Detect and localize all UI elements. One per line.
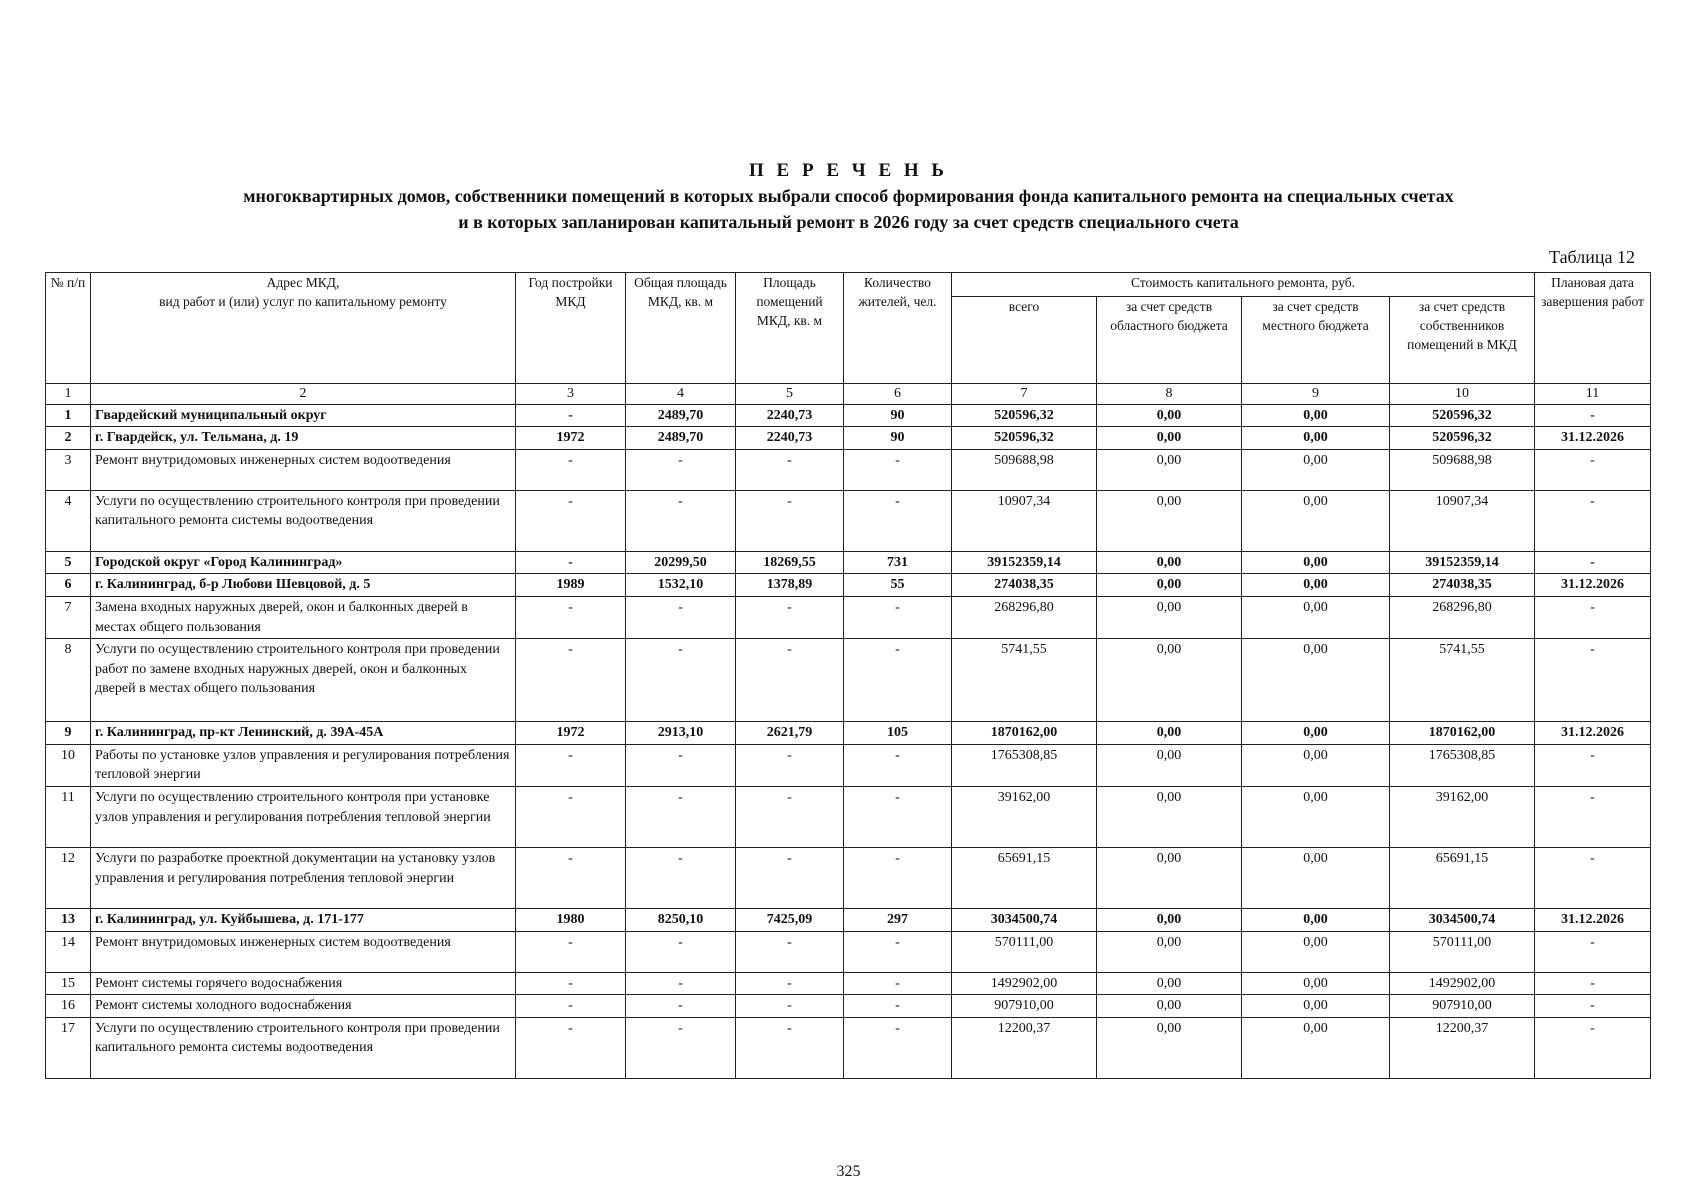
- cell-planned-date: -: [1535, 1017, 1651, 1078]
- cell-address: Ремонт системы холодного водоснабжения: [91, 995, 516, 1018]
- cell-cost-local: 0,00: [1242, 744, 1390, 786]
- cell-address: Услуги по осуществлению строительного контроля при установке узлов управления и регулирования потребления тепловой энергии: [91, 786, 516, 847]
- cell-address: Гвардейский муниципальный округ: [91, 404, 516, 427]
- header-premises-area: Площадь помещений МКД, кв. м: [736, 273, 844, 384]
- cell-year: 1972: [516, 722, 626, 745]
- table-row: [46, 574, 1651, 597]
- cell-planned-date: -: [1535, 744, 1651, 786]
- cell-cost-regional: 0,00: [1097, 639, 1242, 722]
- cell-cost-local: 0,00: [1242, 427, 1390, 450]
- table-row: [46, 1017, 1651, 1078]
- page-number: 325: [836, 1163, 861, 1180]
- cell-cost-regional: 0,00: [1097, 490, 1242, 551]
- cell-year: -: [516, 931, 626, 972]
- table-row: [46, 931, 1651, 972]
- table-row: [46, 847, 1651, 908]
- cell-residents: -: [844, 596, 952, 638]
- cell-premises-area: 2621,79: [736, 722, 844, 745]
- cell-cost-local: 0,00: [1242, 908, 1390, 931]
- table-row: [46, 639, 1651, 722]
- cell-total-area: 8250,10: [626, 908, 736, 931]
- header-num: № п/п: [46, 273, 91, 384]
- cell-total-area: -: [626, 972, 736, 995]
- cell-cost-owners: 274038,35: [1390, 574, 1535, 597]
- header-planned-date: Плановая дата завершения работ: [1535, 273, 1651, 384]
- cell-year: -: [516, 1017, 626, 1078]
- cell-planned-date: -: [1535, 995, 1651, 1018]
- cell-premises-area: 1378,89: [736, 574, 844, 597]
- cell-cost-total: 520596,32: [952, 404, 1097, 427]
- cell-cost-owners: 39162,00: [1390, 786, 1535, 847]
- cell-num: 2: [46, 427, 91, 450]
- cell-cost-owners: 5741,55: [1390, 639, 1535, 722]
- cell-cost-owners: 3034500,74: [1390, 908, 1535, 931]
- cell-cost-local: 0,00: [1242, 1017, 1390, 1078]
- cell-num: 11: [46, 786, 91, 847]
- cell-cost-regional: 0,00: [1097, 427, 1242, 450]
- cell-total-area: -: [626, 744, 736, 786]
- cell-cost-owners: 907910,00: [1390, 995, 1535, 1018]
- table-row: [46, 596, 1651, 638]
- header-total-area: Общая площадь МКД, кв. м: [626, 273, 736, 384]
- cell-total-area: 2913,10: [626, 722, 736, 745]
- cell-address: г. Калининград, пр-кт Ленинский, д. 39А-45А: [91, 722, 516, 745]
- cell-residents: 731: [844, 551, 952, 574]
- table-row: [46, 449, 1651, 490]
- table-row: [46, 972, 1651, 995]
- cell-year: -: [516, 596, 626, 638]
- cell-total-area: -: [626, 449, 736, 490]
- cell-year: -: [516, 404, 626, 427]
- cell-cost-regional: 0,00: [1097, 995, 1242, 1018]
- cell-cost-total: 65691,15: [952, 847, 1097, 908]
- column-number-row: [46, 384, 1651, 405]
- document-subtitle-line1: многоквартирных домов, собственники помещений в которых выбрали способ формирования фонда капитального ремонта на специальных счетах: [243, 186, 1454, 206]
- cell-cost-local: 0,00: [1242, 786, 1390, 847]
- cell-cost-local: 0,00: [1242, 574, 1390, 597]
- cell-premises-area: -: [736, 596, 844, 638]
- cell-cost-local: 0,00: [1242, 551, 1390, 574]
- header-residents: Количество жителей, чел.: [844, 273, 952, 384]
- cell-num: 6: [46, 574, 91, 597]
- cell-cost-owners: 65691,15: [1390, 847, 1535, 908]
- table-body: [46, 404, 1651, 1078]
- cell-address: Работы по установке узлов управления и регулирования потребления тепловой энергии: [91, 744, 516, 786]
- column-number: 10: [1390, 384, 1535, 405]
- cell-num: 5: [46, 551, 91, 574]
- cell-cost-regional: 0,00: [1097, 404, 1242, 427]
- cell-cost-regional: 0,00: [1097, 596, 1242, 638]
- cell-total-area: -: [626, 490, 736, 551]
- cell-num: 16: [46, 995, 91, 1018]
- cell-year: -: [516, 847, 626, 908]
- cell-cost-total: 5741,55: [952, 639, 1097, 722]
- header-year: Год постройки МКД: [516, 273, 626, 384]
- table-row: [46, 404, 1651, 427]
- cell-premises-area: -: [736, 995, 844, 1018]
- document-subtitle-line2: и в которых запланирован капитальный ремонт в 2026 году за счет средств специального счета: [458, 212, 1239, 232]
- cell-cost-total: 1492902,00: [952, 972, 1097, 995]
- table-row: [46, 908, 1651, 931]
- cell-residents: -: [844, 490, 952, 551]
- cell-residents: -: [844, 744, 952, 786]
- cell-planned-date: -: [1535, 639, 1651, 722]
- column-number: 8: [1097, 384, 1242, 405]
- cell-year: 1980: [516, 908, 626, 931]
- cell-residents: -: [844, 639, 952, 722]
- cell-num: 9: [46, 722, 91, 745]
- cell-cost-local: 0,00: [1242, 972, 1390, 995]
- cell-num: 1: [46, 404, 91, 427]
- cell-cost-total: 10907,34: [952, 490, 1097, 551]
- cell-premises-area: 2240,73: [736, 427, 844, 450]
- cell-cost-local: 0,00: [1242, 722, 1390, 745]
- column-number: 3: [516, 384, 626, 405]
- cell-year: -: [516, 490, 626, 551]
- cell-num: 12: [46, 847, 91, 908]
- table-row: [46, 786, 1651, 847]
- cell-num: 7: [46, 596, 91, 638]
- cell-cost-total: 520596,32: [952, 427, 1097, 450]
- header-cost-owners: за счет средств собственников помещений в МКД: [1390, 297, 1535, 384]
- column-number: 11: [1535, 384, 1651, 405]
- table-row: [46, 490, 1651, 551]
- cell-premises-area: -: [736, 449, 844, 490]
- column-number: 6: [844, 384, 952, 405]
- cell-residents: 105: [844, 722, 952, 745]
- column-number: 7: [952, 384, 1097, 405]
- cell-cost-local: 0,00: [1242, 596, 1390, 638]
- cell-num: 4: [46, 490, 91, 551]
- cell-planned-date: -: [1535, 786, 1651, 847]
- cell-cost-owners: 12200,37: [1390, 1017, 1535, 1078]
- cell-address: Услуги по осуществлению строительного контроля при проведении капитального ремонта системы водоотведения: [91, 490, 516, 551]
- cell-premises-area: -: [736, 972, 844, 995]
- cell-residents: 90: [844, 404, 952, 427]
- column-number: 9: [1242, 384, 1390, 405]
- cell-cost-regional: 0,00: [1097, 574, 1242, 597]
- cell-cost-regional: 0,00: [1097, 449, 1242, 490]
- cell-address: Ремонт внутридомовых инженерных систем водоотведения: [91, 931, 516, 972]
- cell-residents: -: [844, 972, 952, 995]
- cell-year: -: [516, 995, 626, 1018]
- cell-cost-owners: 520596,32: [1390, 427, 1535, 450]
- header-cost-group: Стоимость капитального ремонта, руб.: [952, 273, 1535, 297]
- header-cost-regional: за счет средств областного бюджета: [1097, 297, 1242, 384]
- cell-residents: -: [844, 931, 952, 972]
- header-cost-total: всего: [952, 297, 1097, 384]
- cell-residents: -: [844, 1017, 952, 1078]
- cell-address: Замена входных наружных дверей, окон и балконных дверей в местах общего пользования: [91, 596, 516, 638]
- cell-planned-date: -: [1535, 596, 1651, 638]
- cell-cost-owners: 570111,00: [1390, 931, 1535, 972]
- cell-cost-owners: 509688,98: [1390, 449, 1535, 490]
- cell-cost-total: 570111,00: [952, 931, 1097, 972]
- cell-address: г. Гвардейск, ул. Тельмана, д. 19: [91, 427, 516, 450]
- cell-address: Услуги по разработке проектной документации на установку узлов управления и регулирования потребления тепловой энергии: [91, 847, 516, 908]
- cell-address: г. Калининград, б-р Любови Шевцовой, д. 5: [91, 574, 516, 597]
- cell-planned-date: -: [1535, 490, 1651, 551]
- cell-planned-date: 31.12.2026: [1535, 574, 1651, 597]
- cell-residents: -: [844, 449, 952, 490]
- cell-premises-area: -: [736, 931, 844, 972]
- cell-num: 10: [46, 744, 91, 786]
- column-number: 5: [736, 384, 844, 405]
- column-number: 1: [46, 384, 91, 405]
- cell-cost-total: 907910,00: [952, 995, 1097, 1018]
- cell-cost-total: 268296,80: [952, 596, 1097, 638]
- cell-cost-regional: 0,00: [1097, 722, 1242, 745]
- cell-cost-local: 0,00: [1242, 639, 1390, 722]
- cell-year: 1989: [516, 574, 626, 597]
- cell-cost-owners: 1870162,00: [1390, 722, 1535, 745]
- cell-residents: 90: [844, 427, 952, 450]
- cell-residents: 297: [844, 908, 952, 931]
- cell-total-area: -: [626, 931, 736, 972]
- cell-year: -: [516, 639, 626, 722]
- table-row: [46, 551, 1651, 574]
- cell-cost-total: 509688,98: [952, 449, 1097, 490]
- cell-year: -: [516, 551, 626, 574]
- cell-address: Ремонт внутридомовых инженерных систем водоотведения: [91, 449, 516, 490]
- cell-address: г. Калининград, ул. Куйбышева, д. 171-177: [91, 908, 516, 931]
- cell-num: 17: [46, 1017, 91, 1078]
- cell-planned-date: -: [1535, 551, 1651, 574]
- header-address: Адрес МКД, вид работ и (или) услуг по капитальному ремонту: [91, 273, 516, 384]
- cell-total-area: -: [626, 1017, 736, 1078]
- cell-premises-area: 18269,55: [736, 551, 844, 574]
- column-number: 2: [91, 384, 516, 405]
- cell-planned-date: 31.12.2026: [1535, 722, 1651, 745]
- cell-address: Услуги по осуществлению строительного контроля при проведении работ по замене входных наружных дверей, окон и балконных дверей в местах общего пользования: [91, 639, 516, 722]
- cell-year: -: [516, 786, 626, 847]
- cell-year: 1972: [516, 427, 626, 450]
- cell-cost-owners: 520596,32: [1390, 404, 1535, 427]
- table-row: [46, 722, 1651, 745]
- cell-cost-local: 0,00: [1242, 404, 1390, 427]
- cell-cost-owners: 1492902,00: [1390, 972, 1535, 995]
- cell-total-area: -: [626, 847, 736, 908]
- column-number: 4: [626, 384, 736, 405]
- cell-cost-total: 1765308,85: [952, 744, 1097, 786]
- cell-cost-local: 0,00: [1242, 490, 1390, 551]
- cell-cost-local: 0,00: [1242, 931, 1390, 972]
- cell-cost-owners: 39152359,14: [1390, 551, 1535, 574]
- cell-year: -: [516, 972, 626, 995]
- cell-premises-area: -: [736, 744, 844, 786]
- cell-total-area: 20299,50: [626, 551, 736, 574]
- cell-planned-date: -: [1535, 931, 1651, 972]
- cell-cost-local: 0,00: [1242, 847, 1390, 908]
- cell-planned-date: 31.12.2026: [1535, 427, 1651, 450]
- cell-num: 3: [46, 449, 91, 490]
- cell-cost-regional: 0,00: [1097, 744, 1242, 786]
- table-row: [46, 995, 1651, 1018]
- cell-year: -: [516, 744, 626, 786]
- cell-premises-area: -: [736, 490, 844, 551]
- cell-cost-total: 39152359,14: [952, 551, 1097, 574]
- repair-list-table: [45, 272, 1651, 1079]
- cell-premises-area: -: [736, 1017, 844, 1078]
- cell-planned-date: -: [1535, 847, 1651, 908]
- cell-planned-date: -: [1535, 449, 1651, 490]
- cell-premises-area: -: [736, 847, 844, 908]
- cell-total-area: -: [626, 995, 736, 1018]
- cell-residents: 55: [844, 574, 952, 597]
- cell-cost-regional: 0,00: [1097, 972, 1242, 995]
- cell-cost-total: 3034500,74: [952, 908, 1097, 931]
- cell-cost-regional: 0,00: [1097, 908, 1242, 931]
- cell-planned-date: -: [1535, 404, 1651, 427]
- cell-year: -: [516, 449, 626, 490]
- cell-total-area: 2489,70: [626, 404, 736, 427]
- cell-cost-owners: 1765308,85: [1390, 744, 1535, 786]
- document-title: П Е Р Е Ч Е Н Ь: [749, 160, 948, 181]
- table-row: [46, 744, 1651, 786]
- cell-num: 13: [46, 908, 91, 931]
- cell-cost-owners: 268296,80: [1390, 596, 1535, 638]
- cell-premises-area: 7425,09: [736, 908, 844, 931]
- cell-total-area: -: [626, 786, 736, 847]
- cell-planned-date: -: [1535, 972, 1651, 995]
- cell-premises-area: -: [736, 786, 844, 847]
- cell-residents: -: [844, 847, 952, 908]
- cell-cost-total: 274038,35: [952, 574, 1097, 597]
- cell-total-area: -: [626, 596, 736, 638]
- cell-cost-local: 0,00: [1242, 995, 1390, 1018]
- header-cost-local: за счет средств местного бюджета: [1242, 297, 1390, 384]
- cell-premises-area: -: [736, 639, 844, 722]
- table-label: Таблица 12: [1549, 247, 1635, 267]
- cell-premises-area: 2240,73: [736, 404, 844, 427]
- cell-address: Услуги по осуществлению строительного контроля при проведении капитального ремонта системы водоотведения: [91, 1017, 516, 1078]
- cell-cost-regional: 0,00: [1097, 786, 1242, 847]
- cell-cost-total: 1870162,00: [952, 722, 1097, 745]
- cell-cost-total: 39162,00: [952, 786, 1097, 847]
- cell-num: 8: [46, 639, 91, 722]
- cell-num: 14: [46, 931, 91, 972]
- cell-residents: -: [844, 995, 952, 1018]
- cell-cost-regional: 0,00: [1097, 847, 1242, 908]
- cell-cost-total: 12200,37: [952, 1017, 1097, 1078]
- cell-cost-local: 0,00: [1242, 449, 1390, 490]
- cell-address: Городской округ «Город Калининград»: [91, 551, 516, 574]
- cell-cost-regional: 0,00: [1097, 931, 1242, 972]
- cell-total-area: -: [626, 639, 736, 722]
- cell-address: Ремонт системы горячего водоснабжения: [91, 972, 516, 995]
- table-row: [46, 427, 1651, 450]
- cell-cost-owners: 10907,34: [1390, 490, 1535, 551]
- cell-planned-date: 31.12.2026: [1535, 908, 1651, 931]
- cell-total-area: 2489,70: [626, 427, 736, 450]
- cell-cost-regional: 0,00: [1097, 1017, 1242, 1078]
- cell-total-area: 1532,10: [626, 574, 736, 597]
- cell-residents: -: [844, 786, 952, 847]
- cell-cost-regional: 0,00: [1097, 551, 1242, 574]
- cell-num: 15: [46, 972, 91, 995]
